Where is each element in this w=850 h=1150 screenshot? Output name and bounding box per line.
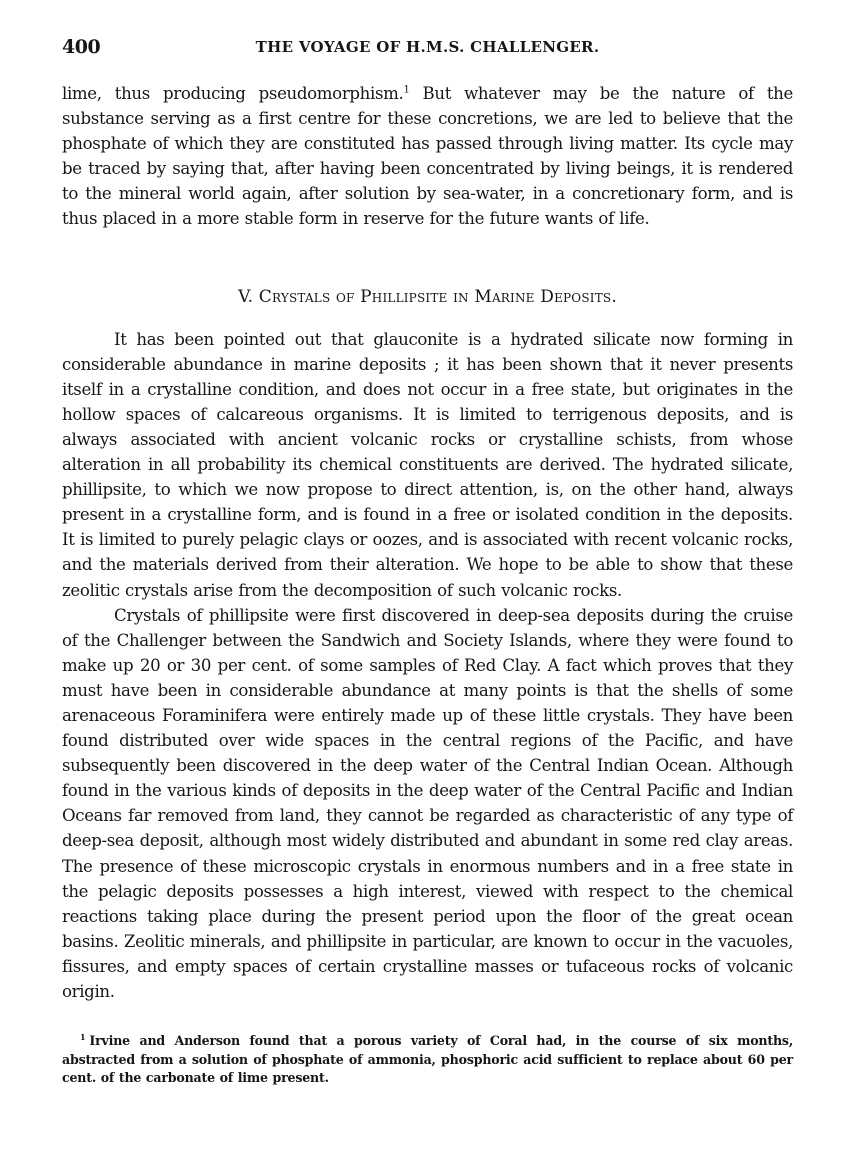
body-text [62, 81, 793, 1004]
footnote-body: Irvine and Anderson found that a porous variety of Coral had, in the course of six months, abstracted from a solution of phosphate of ammonia, phosphoric acid sufficient to replace about 60 per cent. of the carbonate of lime present. [62, 1033, 793, 1085]
section-heading: V. Crystals of Phillipsite in Marine Deposits. [238, 286, 617, 307]
running-head [62, 36, 793, 60]
continued-paragraph [62, 81, 793, 232]
footnote-reference: 1 [403, 84, 410, 96]
footnote [62, 1032, 793, 1088]
footnote-text [62, 1032, 793, 1088]
paragraph-text-after-ref: But whatever may be the nature of the substance serving as a first centre for these concretions, we are led to believe that the phosphate of which they are constituted has passed through living matter. Its cycle may be traced by saying that, after having been concentrated by living beings, it is rendered to the mineral world again, after solution by sea-water, in a concretionary form, and is thus placed in a more stable form in reserve for the future wants of life. [62, 84, 793, 229]
paragraph-text-before-ref: lime, thus producing pseudomorphism. [62, 84, 404, 103]
footnote-marker: 1 [80, 1031, 86, 1042]
page-number: 400 [62, 36, 101, 58]
section-paragraph-2: Crystals of phillipsite were first discovered in deep-sea deposits during the cruise of the Challenger between the Sandwich and Society Islands, where they were found to make up 20 or 30 per cent. of some samples of Red Clay. A fact which proves that they must have been in considerable abundance at many points is that the shells of some arenaceous Foraminifera were entirely made up of these little crystals. They have been found distributed over wide spaces in the central regions of the Pacific, and have subsequently been discovered in the deep water of the Central Indian Ocean. Although found in the various kinds of deposits in the deep water of the Central Pacific and Indian Oceans far removed from land, they cannot be regarded as characteristic of any type of deep-sea deposit, although most widely distributed and abundant in some red clay areas. The presence of these microscopic crystals in enormous numbers and in a free state in the pelagic deposits possesses a high interest, viewed with respect to the chemical reactions taking place during the present period upon the floor of the great ocean basins. Zeolitic minerals, and phillipsite in particular, are known to occur in the vacuoles, fissures, and empty spaces of certain crystalline masses or tufaceous rocks of volcanic origin. [62, 605, 793, 1001]
section-paragraph-1: It has been pointed out that glauconite is a hydrated silicate now forming in considerable abundance in marine deposits ; it has been shown that it never presents itself in a crystalline condition, and does not occur in a free state, but originates in the hollow spaces of calcareous organisms. It is limited to terrigenous deposits, and is always associated with ancient volcanic rocks or crystalline schists, from whose alteration in all probability its chemical constituents are derived. The hydrated silicate, phillipsite, to which we now propose to direct attention, is, on the other hand, always present in a crystalline form, and is found in a free or isolated condition in the deposits. It is limited to purely pelagic clays or oozes, and is associated with recent volcanic rocks, and the materials derived from their alteration. We hope to be able to show that these zeolitic crystals arise from the decomposition of such volcanic rocks. [62, 329, 793, 600]
running-title: THE VOYAGE OF H.M.S. CHALLENGER. [255, 38, 600, 56]
